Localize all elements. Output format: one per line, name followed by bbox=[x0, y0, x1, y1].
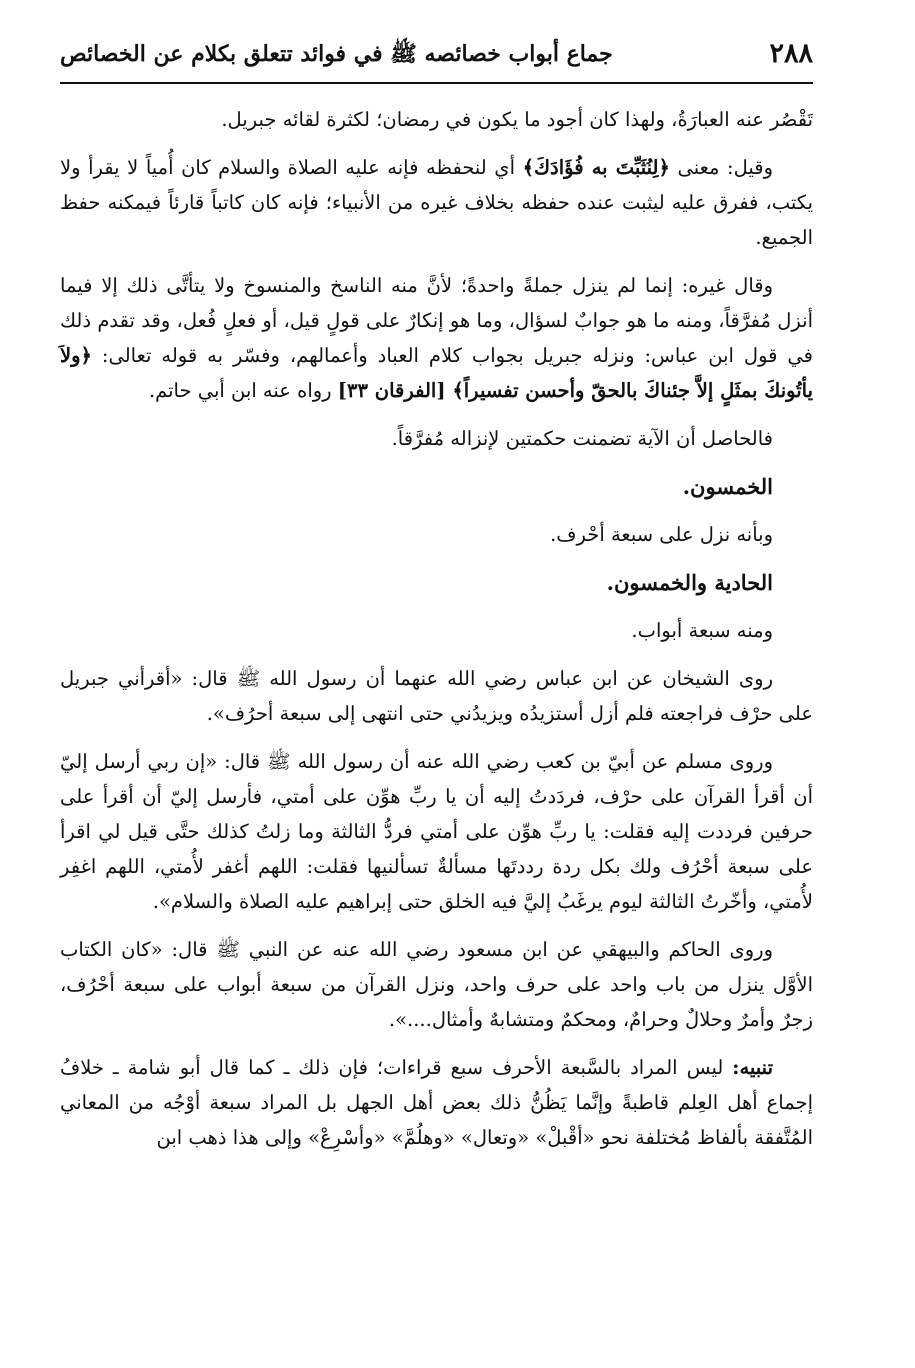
paragraph bbox=[60, 1050, 813, 1155]
running-head: جماع أبواب خصائصه ﷺ في فوائد تتعلق بكلام عن الخصائص bbox=[60, 41, 613, 67]
page-number: ٢٨٨ bbox=[769, 38, 813, 69]
paragraph-text: وقيل: معنى bbox=[669, 156, 774, 179]
paragraph: وروى مسلم عن أبيّ بن كعب رضي الله عنه أن رسول الله ﷺ قال: «إن ربي أرسل إليّ أن أقرأ القرآن على حرْف، فردَدتُ إليه أن يا ربِّ هوِّن على أمتي، فأرسل إليّ أن أقرأ على حرفين فرددت إليه فقلت: يا ربِّ هوِّن على أمتي فردُّ الثالثة وما زلتُ كذلك حتَّى قيل لي اقرأ على سبعة أحْرُف ولك بكل ردة رددتَها مسألةٌ تسألنيها فقلت: اللهم أغفر لأُمتي، اللهم اغفِر لأُمتي، وأخّرتُ الثالثة ليوم يرغَبُ إليَّ فيه الخلق حتى إبراهيم عليه الصلاة والسلام». bbox=[60, 750, 813, 913]
section-title: الخمسون. bbox=[682, 474, 773, 499]
paragraph: فالحاصل أن الآية تضمنت حكمتين لإنزاله مُفرَّقاً. bbox=[391, 427, 773, 450]
quran-verse: ﴿ولاَ يأتُونكَ بمثَلٍ إلاَّ جئناكَ بالحقّ وأحسن تفسيراً﴾ [الفرقان ٣٣] bbox=[60, 344, 813, 402]
paragraph: ومنه سبعة أبواب. bbox=[631, 619, 773, 642]
book-page bbox=[60, 30, 813, 1358]
note-label: تنبيه: bbox=[732, 1056, 773, 1079]
paragraph bbox=[60, 268, 813, 408]
paragraph: وبأنه نزل على سبعة أحْرف. bbox=[550, 523, 773, 546]
section-title: الحادية والخمسون. bbox=[606, 570, 773, 595]
page-header bbox=[60, 30, 813, 84]
quran-verse: ﴿لِنُثَبِّتَ به فُؤَادَكَ﴾ bbox=[522, 156, 670, 179]
paragraph: روى الشيخان عن ابن عباس رضي الله عنهما أن رسول الله ﷺ قال: «أقرأني جبريل على حرْف فراجعته فلم أزل أستزيدُه ويزيدُني حتى انتهى إلى سبعة أحرُف». bbox=[60, 667, 813, 725]
paragraph bbox=[60, 150, 813, 255]
paragraph: وروى الحاكم والبيهقي عن ابن مسعود رضي الله عنه عن النبي ﷺ قال: «كان الكتاب الأوَّل ينزل من باب واحد على حرف واحد، ونزل القرآن من سبعة أبواب على سبعة أحْرُف، زجرٌ وأمرٌ وحلالٌ وحرامٌ، ومحكمٌ ومتشابهٌ وأمثال....». bbox=[60, 938, 813, 1031]
paragraph-text: رواه عنه ابن أبي حاتم. bbox=[148, 379, 338, 402]
page-body bbox=[60, 102, 813, 1155]
paragraph-text: أي لنحفظه فإنه عليه الصلاة والسلام كان أُمياً لا يقرأ ولا يكتب، ففرق عليه ليثبت عنده حفظه بخلاف غيره من الأنبياء؛ فإنه كان كاتباً قارئاً فيمكنه حفظ الجميع. bbox=[60, 156, 813, 249]
paragraph-text: ليس المراد بالسَّبعة الأحرف سبع قراءات؛ فإن ذلك ـ كما قال أبو شامة ـ خلافُ إجماع أهل العِلم قاطبةً وإنَّما يَظُنُّ ذلك بعض أهل الجهل بل المراد سبعة أوْجُه من المعاني المُتَّفقة بألفاظ مُختلفة نحو «أقْبلْ» «وتعال» «وهلُمَّ» «وأسْرِعْ» وإلى هذا ذهب ابن bbox=[60, 1056, 813, 1149]
paragraph: تَقْصُر عنه العبارَةُ، ولهذا كان أجود ما يكون في رمضان؛ لكثرة لقائه جبريل. bbox=[221, 108, 813, 131]
paragraph-text: وقال غيره: إنما لم ينزل جملةً واحدةً؛ لأنَّ منه الناسخ والمنسوخ ولا يتأتَّى ذلك إلا فيما أنزل مُفرَّقاً، ومنه ما هو جوابٌ لسؤال، وما هو إنكارٌ على قولٍ قيل، أو فعلٍ فُعل، وقد تقدم ذلك في قول ابن عباس: ونزله جبريل بجواب كلام العباد وأعمالهم، وفسّر به قوله تعالى: bbox=[60, 274, 813, 367]
